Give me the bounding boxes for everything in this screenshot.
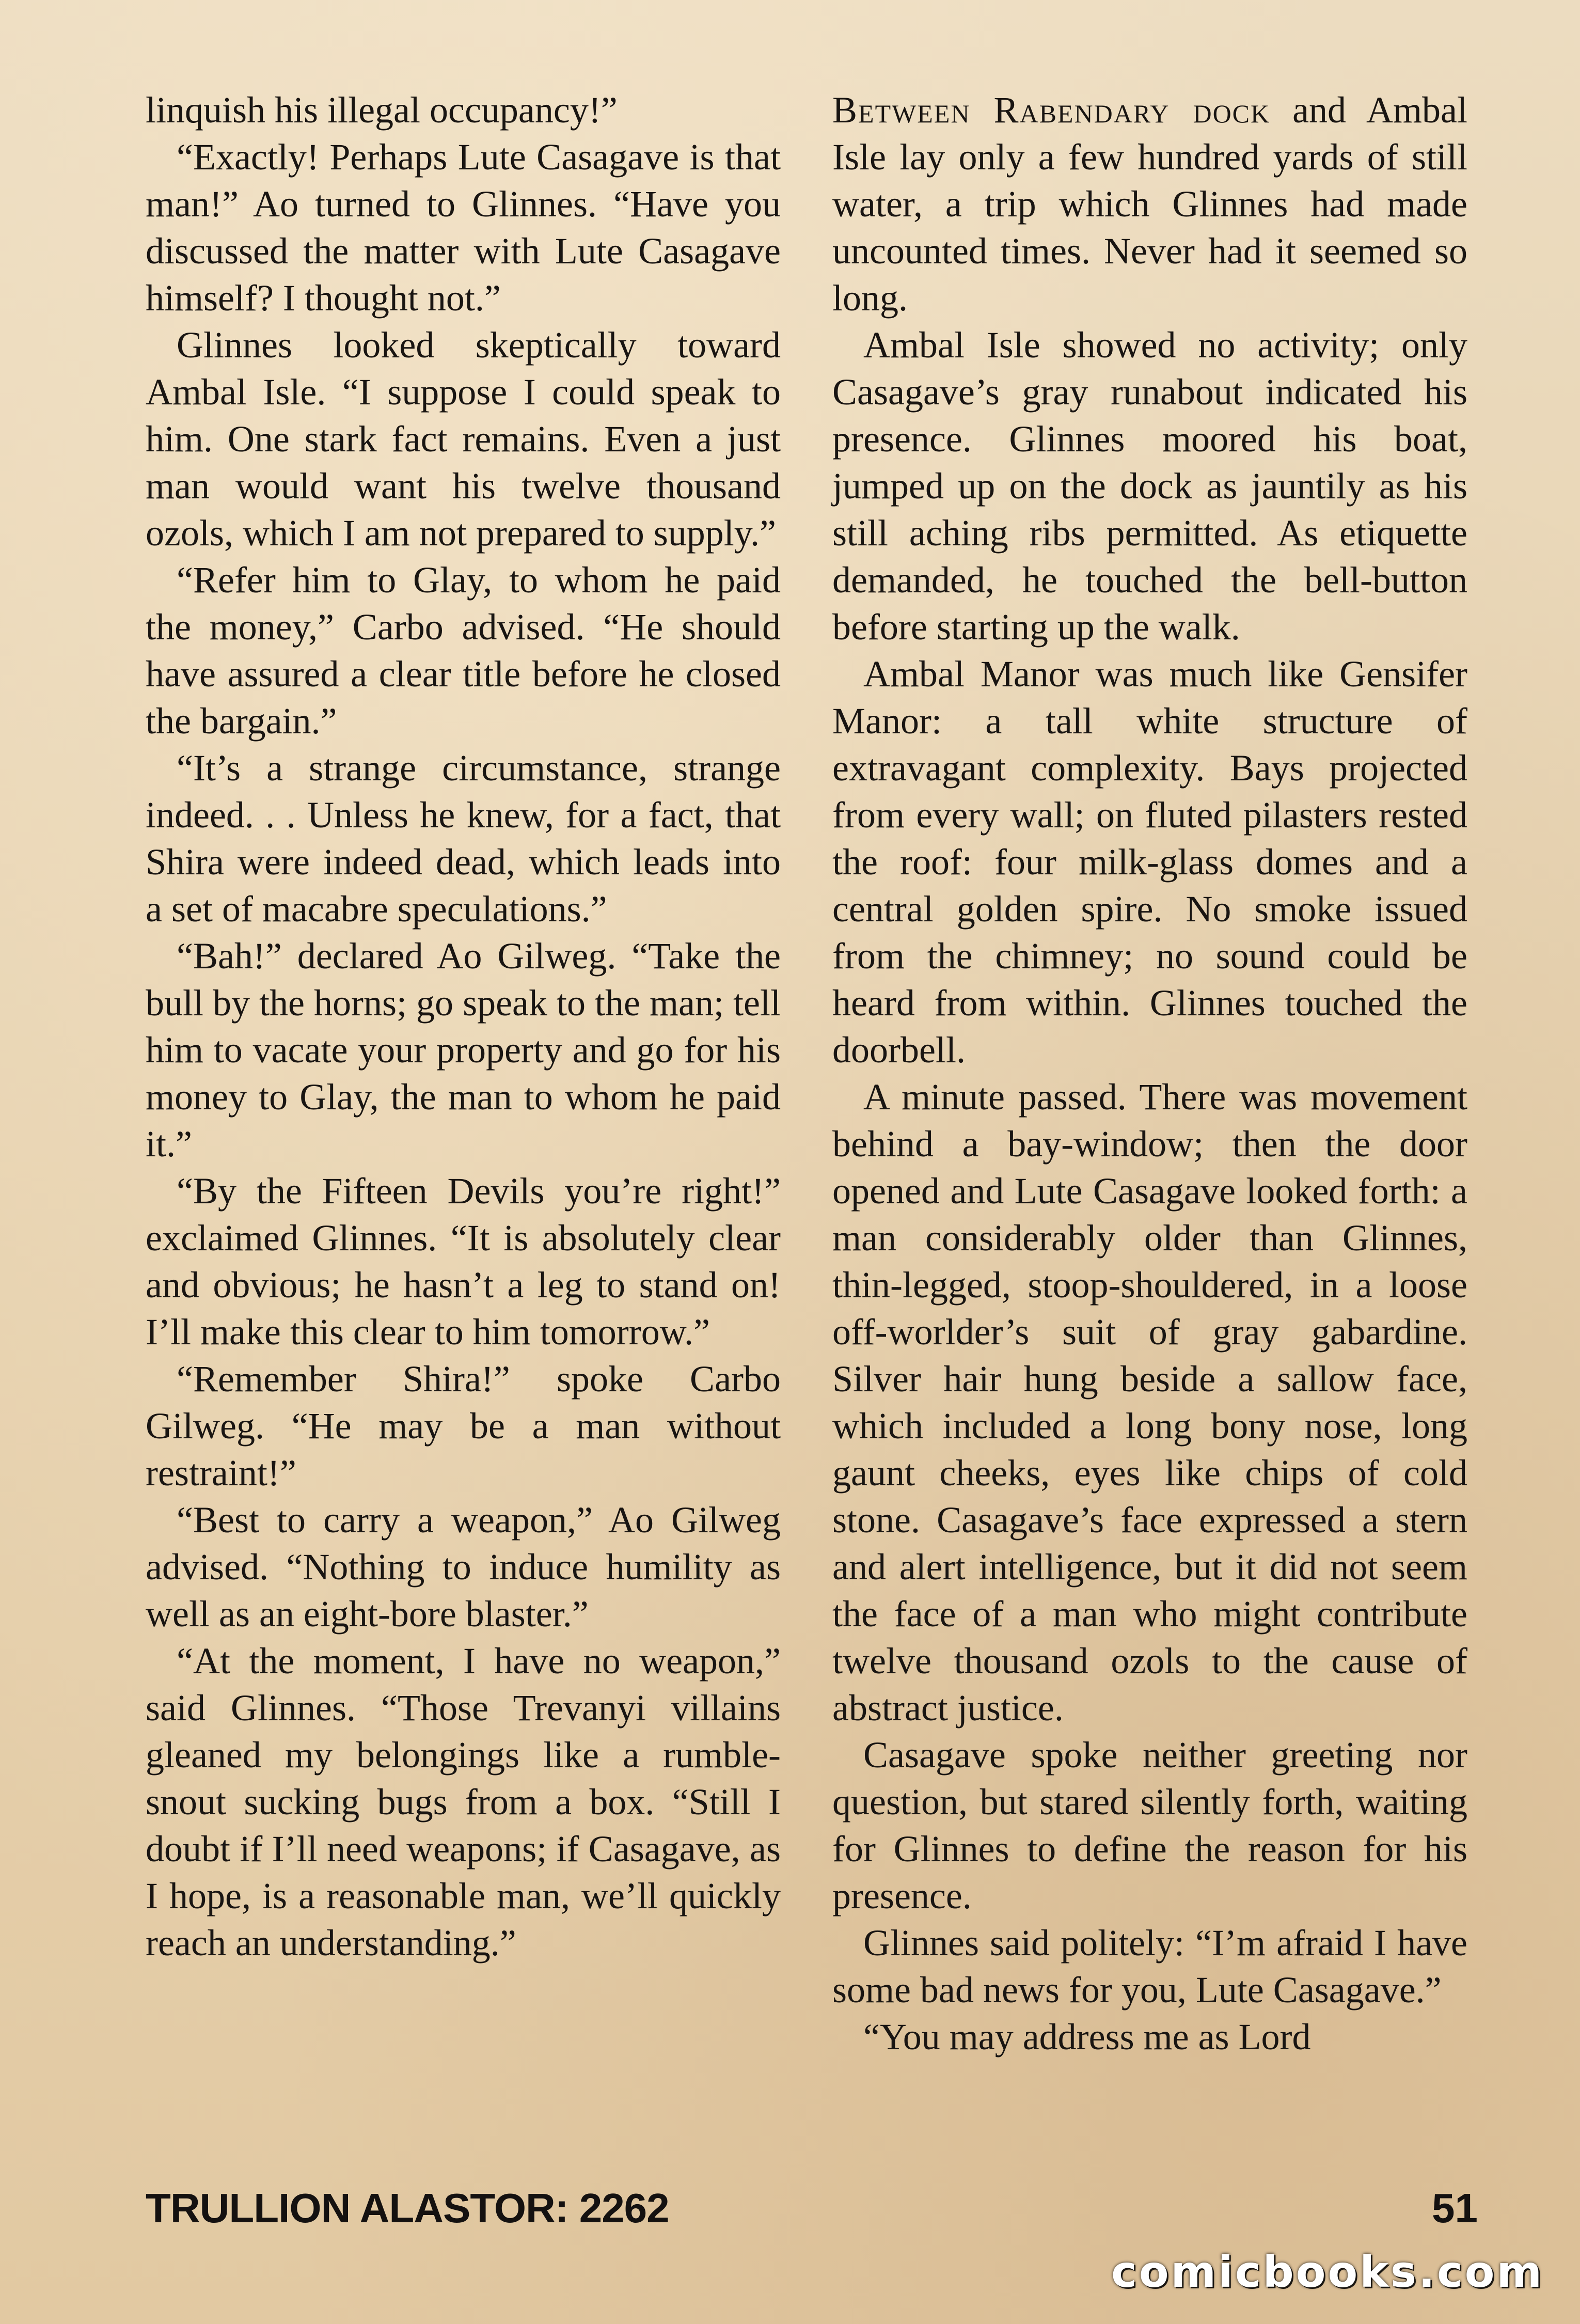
paragraph: “It’s a strange circumstance, strange indeed. . . Unless he knew, for a fact, that Shira were indeed dead, which leads into a set of macabre speculations.” (146, 747, 781, 930)
paragraph: “Exactly! Perhaps Lute Casagave is that man!” Ao turned to Glinnes. “Have you discussed the matter with Lute Casagave himself? I thought not.” (146, 136, 781, 319)
page-number: 51 (1432, 2185, 1478, 2231)
paragraph: “At the moment, I have no weapon,” said Glinnes. “Those Trevanyi villains gleaned my belongings like a rumble-snout sucking bugs from a box. “Still I doubt if I’ll need weapons; if Casagave, as I hope, is a reasonable man, we’ll quickly reach an understanding.” (146, 1640, 781, 1964)
paragraph: A minute passed. There was movement behind a bay-window; then the door opened and Lute Casagave looked forth: a man considerably older than Glinnes, thin-legged, stoop-shouldered, in a loose off-worlder’s suit of gray gabardine. Silver hair hung beside a sallow face, which included a long bony nose, long gaunt cheeks, eyes like chips of cold stone. Casagave’s face expressed a stern and alert intelligence, but it did not seem the face of a man who might contribute twelve thousand ozols to the cause of abstract justice. (832, 1076, 1467, 1729)
running-footer-title: TRULLION ALASTOR: 2262 (146, 2185, 669, 2231)
paragraph: “Refer him to Glay, to whom he paid the money,” Carbo advised. “He should have assured a clear title before he closed the bargain.” (146, 559, 781, 742)
paragraph: linquish his illegal occupancy!” (146, 89, 618, 131)
paragraph: Ambal Isle showed no activity; only Casagave’s gray runabout indicated his presence. Glinnes moored his boat, jumped up on the dock as jauntily as his still aching ribs permitted. As etiquette demanded, he touched the bell-button before starting up the walk. (832, 324, 1467, 648)
site-watermark: comicbooks.com (1111, 2247, 1544, 2297)
paragraph: Glinnes looked skeptically toward Ambal Isle. “I suppose I could speak to him. One stark fact remains. Even a just man would want his twelve thousand ozols, which I am not prepared to supply.” (146, 324, 781, 554)
section-opening-paragraph (832, 87, 1467, 322)
paragraph: “By the Fifteen Devils you’re right!” exclaimed Glinnes. “It is absolutely clear and obvious; he hasn’t a leg to stand on! I’ll make this clear to him tomorrow.” (146, 1170, 781, 1353)
paragraph: “Bah!” declared Ao Gilweg. “Take the bull by the horns; go speak to the man; tell him to vacate your property and go for his money to Glay, the man to whom he paid it.” (146, 935, 781, 1165)
paragraph: “You may address me as Lord (863, 2016, 1311, 2058)
paragraph: Glinnes said politely: “I’m afraid I have some bad news for you, Lute Casagave.” (832, 1922, 1467, 2011)
section-opening-text: and Ambal Isle lay only a few hundred yards of still water, a trip which Glinnes had made uncounted times. Never had it seemed so long. (832, 89, 1467, 319)
left-text-column (146, 87, 781, 1967)
section-opening-smallcaps: Between Rabendary dock (832, 89, 1271, 131)
paragraph: “Best to carry a weapon,” Ao Gilweg advised. “Nothing to induce humility as well as an eight-bore blaster.” (146, 1499, 781, 1635)
paragraph: Ambal Manor was much like Gensifer Manor: a tall white structure of extravagant complexity. Bays projected from every wall; on fluted pilasters rested the roof: four milk-glass domes and a central golden spire. No smoke issued from the chimney; no sound could be heard from within. Glinnes touched the doorbell. (832, 653, 1467, 1071)
right-text-column (832, 87, 1467, 2061)
paragraph: “Remember Shira!” spoke Carbo Gilweg. “He may be a man without restraint!” (146, 1358, 781, 1494)
paragraph: Casagave spoke neither greeting nor question, but stared silently forth, waiting for Glinnes to define the reason for his presence. (832, 1734, 1467, 1917)
